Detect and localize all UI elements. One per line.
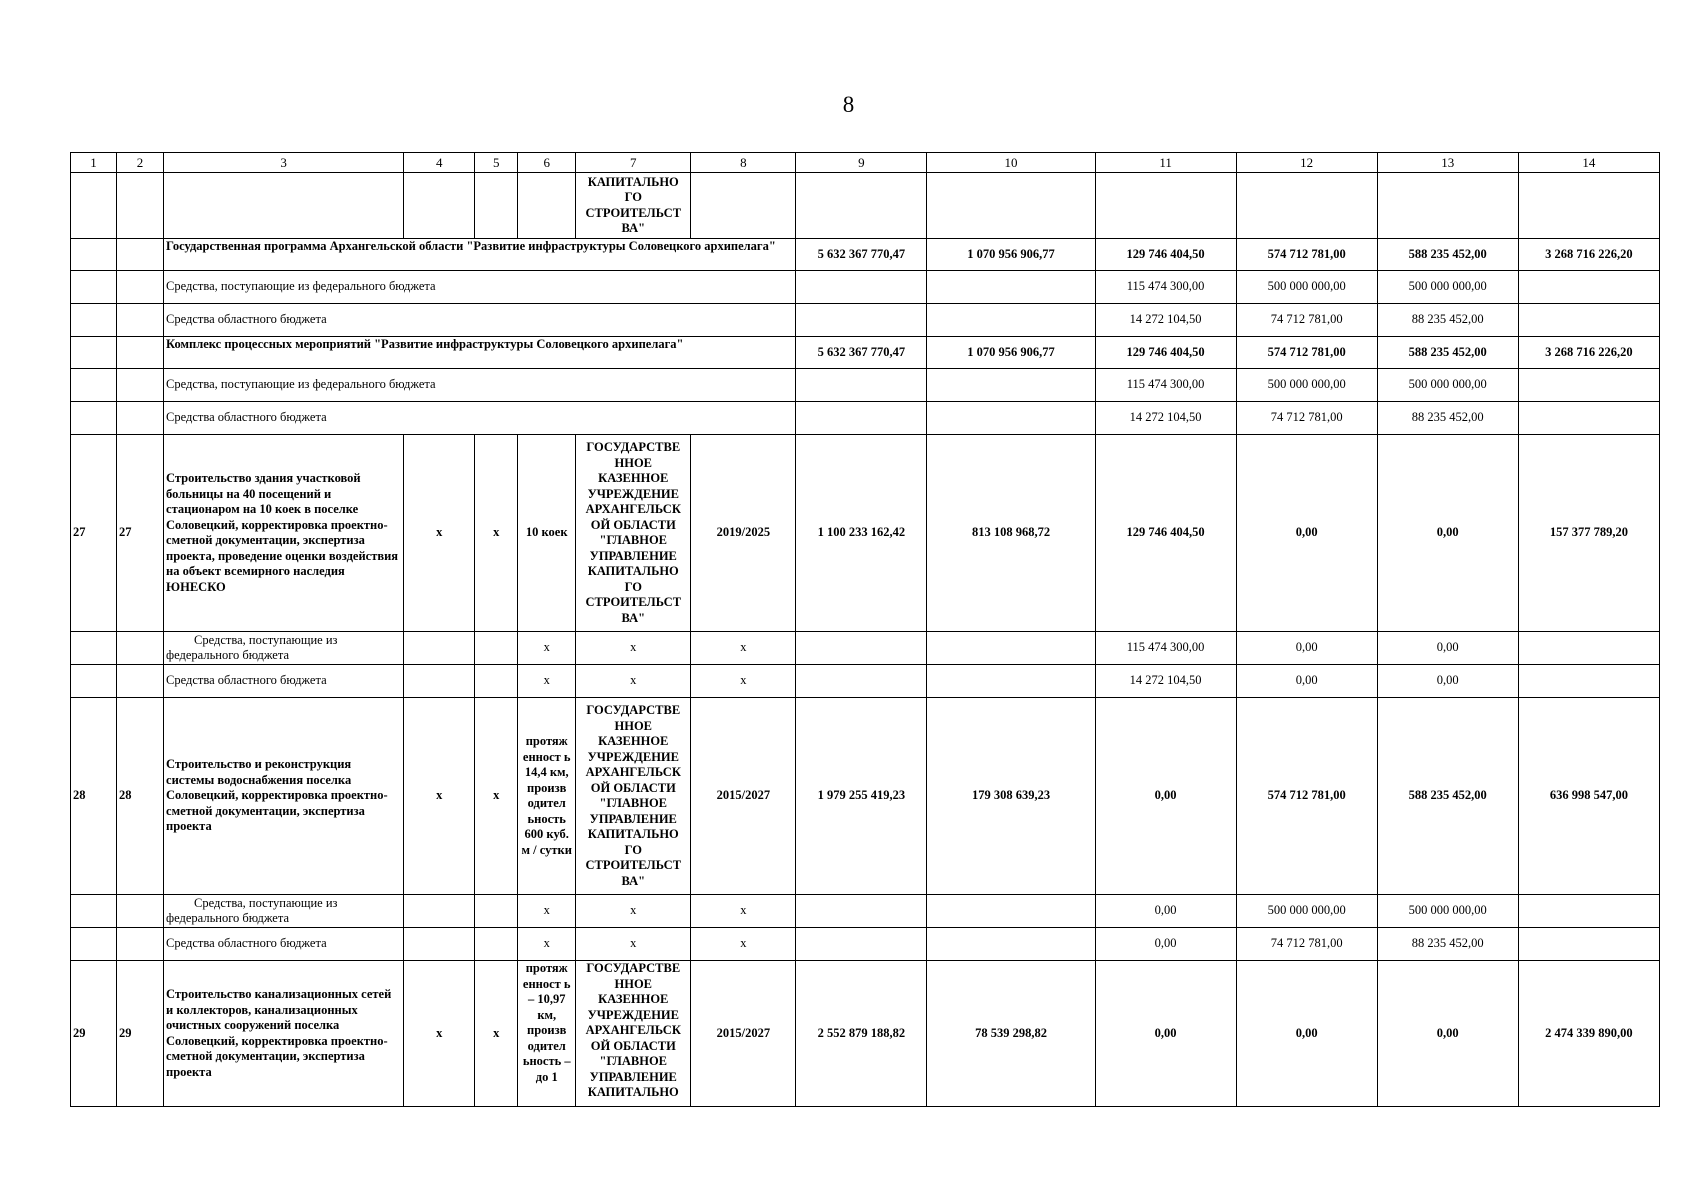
amount-cell: 129 746 404,50 <box>1095 435 1236 632</box>
funding-source-label: Средства, поступающие из федерального бюджета <box>164 369 796 402</box>
x-mark: х <box>576 895 691 928</box>
amount-cell: 1 070 956 906,77 <box>927 239 1095 271</box>
amount-cell: 129 746 404,50 <box>1095 337 1236 369</box>
column-header: 3 <box>164 153 404 173</box>
table-row <box>71 665 1660 698</box>
x-mark: х <box>404 698 475 895</box>
row-index: 29 <box>71 961 117 1107</box>
row-index: 27 <box>71 435 117 632</box>
customer-cell: КАПИТАЛЬНО ГО СТРОИТЕЛЬСТ ВА" <box>576 173 691 239</box>
amount-cell: 129 746 404,50 <box>1095 239 1236 271</box>
column-header: 4 <box>404 153 475 173</box>
amount-cell: 88 235 452,00 <box>1377 928 1518 961</box>
x-mark: х <box>691 895 796 928</box>
x-mark: х <box>518 928 576 961</box>
amount-cell: 0,00 <box>1236 632 1377 665</box>
amount-cell: 0,00 <box>1095 895 1236 928</box>
amount-cell: 14 272 104,50 <box>1095 665 1236 698</box>
funding-source-label: Средства областного бюджета <box>164 402 796 435</box>
funding-source-label: Средства областного бюджета <box>164 665 404 698</box>
amount-cell: 500 000 000,00 <box>1236 895 1377 928</box>
table-row <box>71 369 1660 402</box>
column-header: 13 <box>1377 153 1518 173</box>
table-row <box>71 271 1660 304</box>
capacity-cell: протяж енност ь 14,4 км, произв одител ьность 600 куб. м / сутки <box>518 698 576 895</box>
x-mark: х <box>518 895 576 928</box>
table-row <box>71 632 1660 665</box>
amount-cell: 636 998 547,00 <box>1518 698 1659 895</box>
amount-cell: 88 235 452,00 <box>1377 402 1518 435</box>
amount-cell: 0,00 <box>1236 665 1377 698</box>
amount-cell: 588 235 452,00 <box>1377 337 1518 369</box>
amount-cell: 0,00 <box>1095 928 1236 961</box>
amount-cell: 88 235 452,00 <box>1377 304 1518 337</box>
column-header: 11 <box>1095 153 1236 173</box>
funding-source-label: Средства, поступающие из федерального бюджета <box>164 895 404 928</box>
object-name: Строительство здания участковой больницы на 40 посещений и стационаром на 10 коек в поселке Соловецкий, корректировка проектно-сметной документации, экспертиза проекта, проведение оценки воздействия на объект всемирного наследия ЮНЕСКО <box>164 435 404 632</box>
table-row <box>71 402 1660 435</box>
x-mark: х <box>475 698 518 895</box>
column-header: 6 <box>518 153 576 173</box>
x-mark: х <box>691 632 796 665</box>
funding-source-label: Средства, поступающие из федерального бюджета <box>164 271 796 304</box>
amount-cell: 14 272 104,50 <box>1095 304 1236 337</box>
column-header: 5 <box>475 153 518 173</box>
table-row <box>71 304 1660 337</box>
amount-cell: 0,00 <box>1377 435 1518 632</box>
table-row <box>71 239 1660 271</box>
row-index: 28 <box>71 698 117 895</box>
customer-cell: ГОСУДАРСТВЕ ННОЕ КАЗЕННОЕ УЧРЕЖДЕНИЕ АРХАНГЕЛЬСК ОЙ ОБЛАСТИ "ГЛАВНОЕ УПРАВЛЕНИЕ КАПИТАЛЬНО ГО СТРОИТЕЛЬСТ ВА" <box>576 435 691 632</box>
funding-source-label: Средства, поступающие из федерального бюджета <box>164 632 404 665</box>
complex-title: Комплекс процессных мероприятий "Развитие инфраструктуры Соловецкого архипелага" <box>164 337 796 369</box>
amount-cell: 2 552 879 188,82 <box>796 961 927 1107</box>
amount-cell: 0,00 <box>1377 665 1518 698</box>
amount-cell: 813 108 968,72 <box>927 435 1095 632</box>
x-mark: х <box>475 961 518 1107</box>
period-cell: 2015/2027 <box>691 698 796 895</box>
column-header: 1 <box>71 153 117 173</box>
row-index: 29 <box>117 961 164 1107</box>
amount-cell: 588 235 452,00 <box>1377 239 1518 271</box>
amount-cell: 1 100 233 162,42 <box>796 435 927 632</box>
column-header: 9 <box>796 153 927 173</box>
x-mark: х <box>691 928 796 961</box>
amount-cell: 500 000 000,00 <box>1377 271 1518 304</box>
amount-cell: 574 712 781,00 <box>1236 698 1377 895</box>
funding-source-label: Средства областного бюджета <box>164 928 404 961</box>
amount-cell: 115 474 300,00 <box>1095 271 1236 304</box>
x-mark: х <box>404 435 475 632</box>
table-row <box>71 698 1660 895</box>
column-header-row <box>71 153 1660 173</box>
amount-cell: 0,00 <box>1095 698 1236 895</box>
amount-cell: 14 272 104,50 <box>1095 402 1236 435</box>
column-header: 14 <box>1518 153 1659 173</box>
table-row <box>71 961 1660 1107</box>
x-mark: х <box>404 961 475 1107</box>
amount-cell: 0,00 <box>1236 961 1377 1107</box>
amount-cell: 74 712 781,00 <box>1236 304 1377 337</box>
column-header: 7 <box>576 153 691 173</box>
column-header: 10 <box>927 153 1095 173</box>
table-row <box>71 928 1660 961</box>
amount-cell: 500 000 000,00 <box>1377 369 1518 402</box>
amount-cell: 115 474 300,00 <box>1095 369 1236 402</box>
object-name: Строительство канализационных сетей и коллекторов, канализационных очистных сооружений поселка Соловецкий, корректировка проектно-сметной документации, экспертиза проекта <box>164 961 404 1107</box>
column-header: 12 <box>1236 153 1377 173</box>
table-row <box>71 337 1660 369</box>
x-mark: х <box>518 632 576 665</box>
row-index: 27 <box>117 435 164 632</box>
budget-table <box>70 152 1660 1107</box>
amount-cell: 179 308 639,23 <box>927 698 1095 895</box>
amount-cell: 5 632 367 770,47 <box>796 239 927 271</box>
table-row <box>71 173 1660 239</box>
amount-cell: 0,00 <box>1377 632 1518 665</box>
amount-cell: 588 235 452,00 <box>1377 698 1518 895</box>
column-header: 2 <box>117 153 164 173</box>
period-cell: 2015/2027 <box>691 961 796 1107</box>
x-mark: х <box>576 928 691 961</box>
amount-cell: 74 712 781,00 <box>1236 402 1377 435</box>
amount-cell: 1 070 956 906,77 <box>927 337 1095 369</box>
amount-cell: 74 712 781,00 <box>1236 928 1377 961</box>
amount-cell: 500 000 000,00 <box>1377 895 1518 928</box>
amount-cell: 0,00 <box>1236 435 1377 632</box>
period-cell: 2019/2025 <box>691 435 796 632</box>
amount-cell: 574 712 781,00 <box>1236 337 1377 369</box>
amount-cell: 2 474 339 890,00 <box>1518 961 1659 1107</box>
capacity-cell: протяж енност ь – 10,97 км, произв одител ьность – до 1 <box>518 961 576 1107</box>
customer-cell: ГОСУДАРСТВЕ ННОЕ КАЗЕННОЕ УЧРЕЖДЕНИЕ АРХАНГЕЛЬСК ОЙ ОБЛАСТИ "ГЛАВНОЕ УПРАВЛЕНИЕ КАПИТАЛЬНО ГО СТРОИТЕЛЬСТ ВА" <box>576 698 691 895</box>
column-header: 8 <box>691 153 796 173</box>
amount-cell: 78 539 298,82 <box>927 961 1095 1107</box>
x-mark: х <box>518 665 576 698</box>
amount-cell: 3 268 716 226,20 <box>1518 239 1659 271</box>
amount-cell: 574 712 781,00 <box>1236 239 1377 271</box>
table-row <box>71 895 1660 928</box>
x-mark: х <box>475 435 518 632</box>
program-title: Государственная программа Архангельской области "Развитие инфраструктуры Соловецкого архипелага" <box>164 239 796 271</box>
customer-cell: ГОСУДАРСТВЕ ННОЕ КАЗЕННОЕ УЧРЕЖДЕНИЕ АРХАНГЕЛЬСК ОЙ ОБЛАСТИ "ГЛАВНОЕ УПРАВЛЕНИЕ КАПИТАЛЬНО <box>576 961 691 1107</box>
amount-cell: 500 000 000,00 <box>1236 271 1377 304</box>
amount-cell: 157 377 789,20 <box>1518 435 1659 632</box>
page-number: 8 <box>842 92 855 117</box>
row-index: 28 <box>117 698 164 895</box>
amount-cell: 115 474 300,00 <box>1095 632 1236 665</box>
amount-cell: 0,00 <box>1377 961 1518 1107</box>
x-mark: х <box>691 665 796 698</box>
funding-source-label: Средства областного бюджета <box>164 304 796 337</box>
amount-cell: 0,00 <box>1095 961 1236 1107</box>
amount-cell: 3 268 716 226,20 <box>1518 337 1659 369</box>
table-row <box>71 435 1660 632</box>
amount-cell: 1 979 255 419,23 <box>796 698 927 895</box>
x-mark: х <box>576 632 691 665</box>
amount-cell: 500 000 000,00 <box>1236 369 1377 402</box>
amount-cell: 5 632 367 770,47 <box>796 337 927 369</box>
capacity-cell: 10 коек <box>518 435 576 632</box>
object-name: Строительство и реконструкция системы водоснабжения поселка Соловецкий, корректировка проектно-сметной документации, экспертиза проекта <box>164 698 404 895</box>
x-mark: х <box>576 665 691 698</box>
